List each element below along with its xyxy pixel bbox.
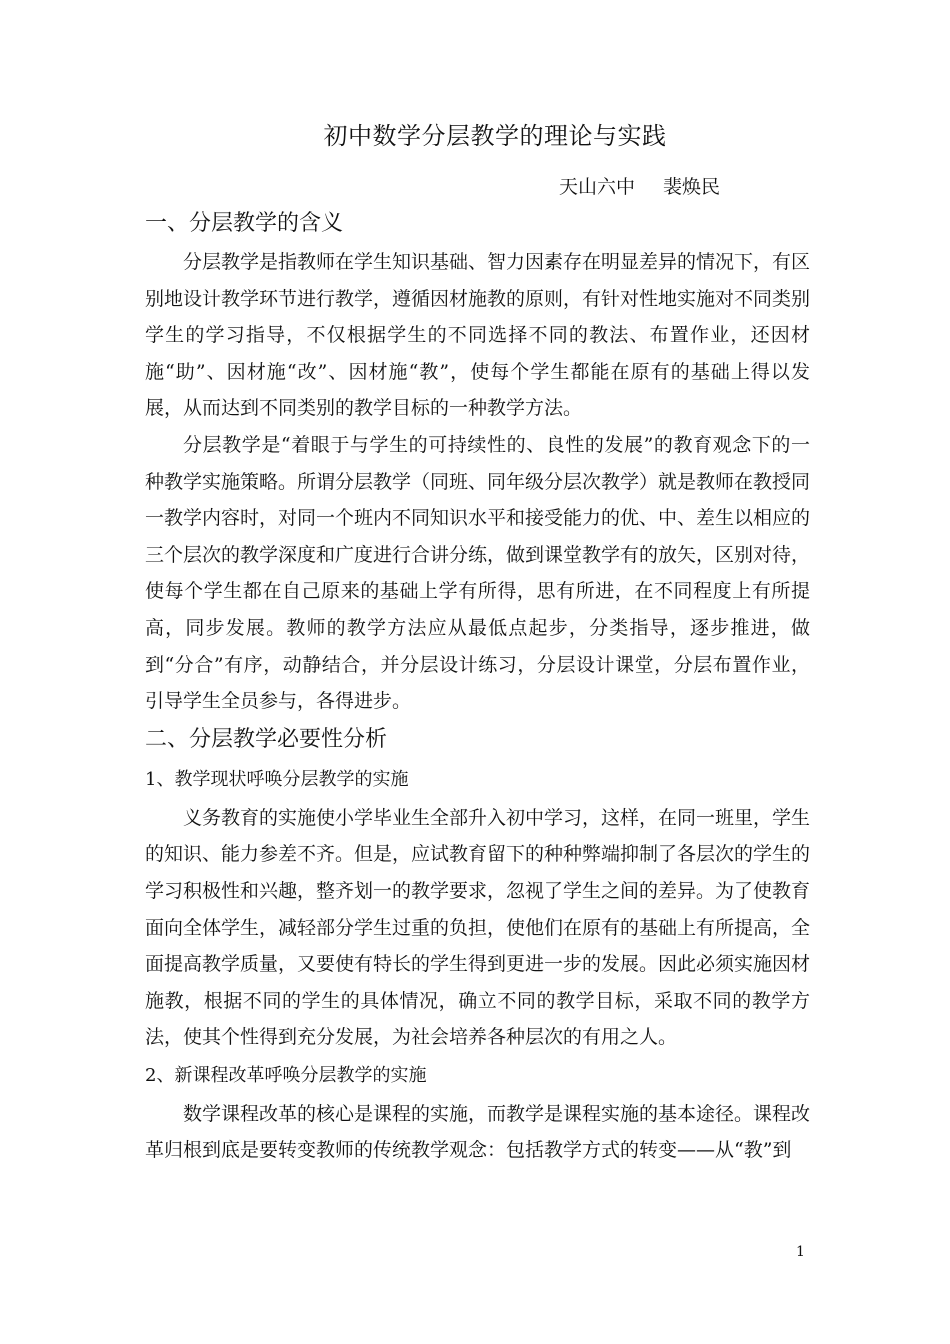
- author-line: [0, 172, 720, 199]
- section-heading-1: 一、分层教学的含义: [145, 211, 344, 236]
- document-title: 初中数学分层教学的理论与实践: [323, 122, 667, 150]
- paragraph: 分层教学是“着眼于与学生的可持续性的、良性的发展”的教育观念下的一种教学实施策略。所谓分层教学（同班、同年级分层次教学）就是教师在教授同一教学内容时，对同一个班内不同知识水平和接受能力的优、中、差生以相应的三个层次的教学深度和广度进行合讲分练，做到课堂教学有的放矢，区别对待，使每个学生都在自己原来的基础上学有所得，思有所进，在不同程度上有所提高，同步发展。教师的教学方法应从最低点起步，分类指导，逐步推进，做到“分合”有序，动静结合，并分层设计练习，分层设计课堂，分层布置作业，引导学生全员参与，各得进步。: [145, 433, 811, 713]
- paragraph: 义务教育的实施使小学毕业生全部升入初中学习，这样，在同一班里，学生的知识、能力参差不齐。但是，应试教育留下的种种弊端抑制了各层次的学生的学习积极性和兴趣，整齐划一的教学要求，忽视了学生之间的差异。为了使教育面向全体学生，减轻部分学生过重的负担，使他们在原有的基础上有所提高，全面提高教学质量，又要使有特长的学生得到更进一步的发展。因此必须实施因材施教，根据不同的学生的具体情况，确立不同的教学目标，采取不同的教学方法，使其个性得到充分发展，为社会培养各种层次的有用之人。: [145, 806, 811, 1049]
- paragraph: 分层教学是指教师在学生知识基础、智力因素存在明显差异的情况下，有区别地设计教学环节进行教学，遵循因材施教的原则，有针对性地实施对不同类别学生的学习指导，不仅根据学生的不同选择不同的教法、布置作业，还因材施“助”、因材施“改”、因材施“教”，使每个学生都能在原有的基础上得以发展，从而达到不同类别的教学目标的一种教学方法。: [145, 251, 811, 420]
- section-heading-2: 二、分层教学必要性分析: [145, 726, 388, 752]
- paragraph: 数学课程改革的核心是课程的实施，而教学是课程实施的基本途径。课程改革归根到底是要转变教师的传统教学观念：包括教学方式的转变——从“教”到: [145, 1102, 811, 1162]
- document-body: [145, 204, 810, 1169]
- author-name: 裴焕民: [662, 176, 720, 198]
- subsection-heading-1: 1、教学现状呼唤分层教学的实施: [145, 768, 409, 790]
- author-school: 天山六中: [558, 176, 635, 198]
- subsection-heading-2: 2、新课程改革呼唤分层教学的实施: [145, 1064, 427, 1086]
- page-number: 1: [796, 1244, 805, 1260]
